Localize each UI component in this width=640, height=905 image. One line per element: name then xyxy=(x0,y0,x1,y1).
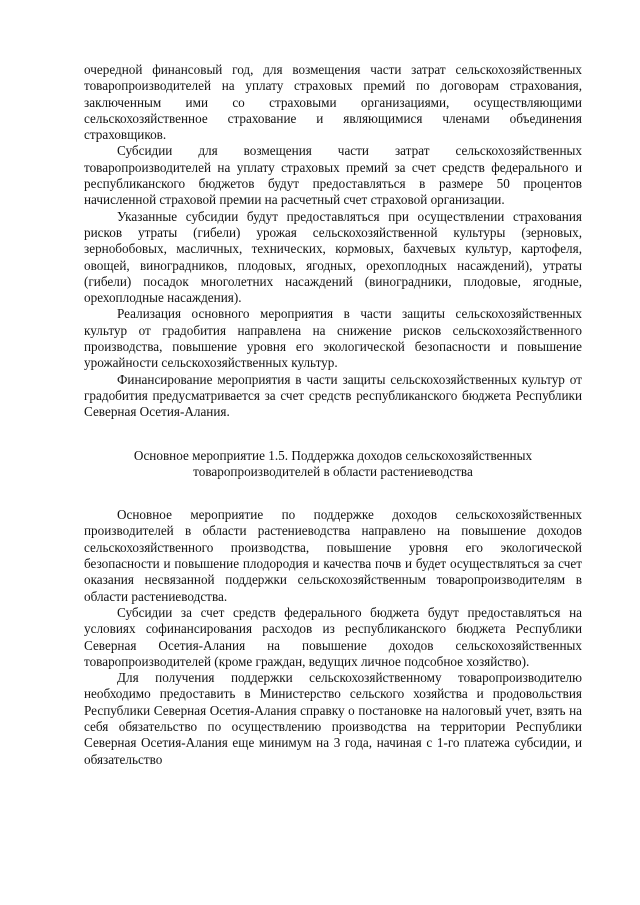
paragraph-hail-protection: Реализация основного мероприятия в части защиты сельскохозяйственных культур от градобития направлена на снижение рисков сельскохозяйственного производства, повышение уровня его экологической безопасности и повышение урожайности сельскохозяйственных культур. xyxy=(84,306,582,371)
paragraph-insured-risks: Указанные субсидии будут предоставляться при осуществлении страхования рисков утраты (гибели) урожая сельскохозяйственной культуры (зерновых, зернобобовых, масличных, технических, кормовых, бахчевых культур, картофеля, овощей, виноградников, плодовых, ягодных, орехоплодных насаждений), утраты (гибели) посадок многолетних насаждений (виноградники, плодовые, ягодные, орехоплодные насаждения). xyxy=(84,208,582,306)
paragraph-requirements: Для получения поддержки сельскохозяйственному товаропроизводителю необходимо предоставить в Министерство сельского хозяйства и продовольствия Республики Северная Осетия-Алания справку о постановке на налоговый учет, взять на себя обязательство по осуществлению производства на территории Республики Северная Осетия-Алания еще минимум на 3 года, начиная с 1-го платежа субсидии, и обязательство xyxy=(84,670,582,767)
paragraph-subsidy-rate: Субсидии для возмещения части затрат сельскохозяйственных товаропроизводителей на уплату страховых премий за счет средств федерального и республиканского бюджетов будут предоставляться в размере 50 процентов начисленной страховой премии на расчетный счет страховой организации. xyxy=(84,143,582,208)
section-heading xyxy=(84,448,582,481)
paragraph-cofinancing: Субсидии за счет средств федерального бюджета будут предоставляться на условиях софинансирования расходов из республиканского бюджета Республики Северная Осетия-Алания на повышение доходов сельскохозяйственных товаропроизводителей (кроме граждан, ведущих личное подсобное хозяйство). xyxy=(84,604,582,669)
document-body xyxy=(84,62,582,768)
paragraph-continuation: очередной финансовый год, для возмещения части затрат сельскохозяйственных товаропроизводителей на уплату страховых премий по договорам страхования, заключенным ими со страховыми организациями, осуществляющими сельскохозяйственное страхование и являющимися членами объединения страховщиков. xyxy=(84,62,582,143)
paragraph-income-support: Основное мероприятие по поддержке доходов сельскохозяйственных производителей в области растениеводства направлено на повышение доходов сельскохозяйственного производства, повышение уровня его экологической безопасности и повышение плодородия и качества почв и будет осуществляться за счет оказания несвязанной поддержки сельскохозяйственным товаропроизводителям в области растениеводства. xyxy=(84,507,582,604)
paragraph-hail-financing: Финансирование мероприятия в части защиты сельскохозяйственных культур от градобития предусматривается за счет средств республиканского бюджета Республики Северная Осетия-Алания. xyxy=(84,371,582,420)
section-heading-line-1: Основное мероприятие 1.5. Поддержка доходов сельскохозяйственных xyxy=(133,447,533,463)
section-heading-line-2: товаропроизводителей в области растениеводства xyxy=(193,463,473,479)
